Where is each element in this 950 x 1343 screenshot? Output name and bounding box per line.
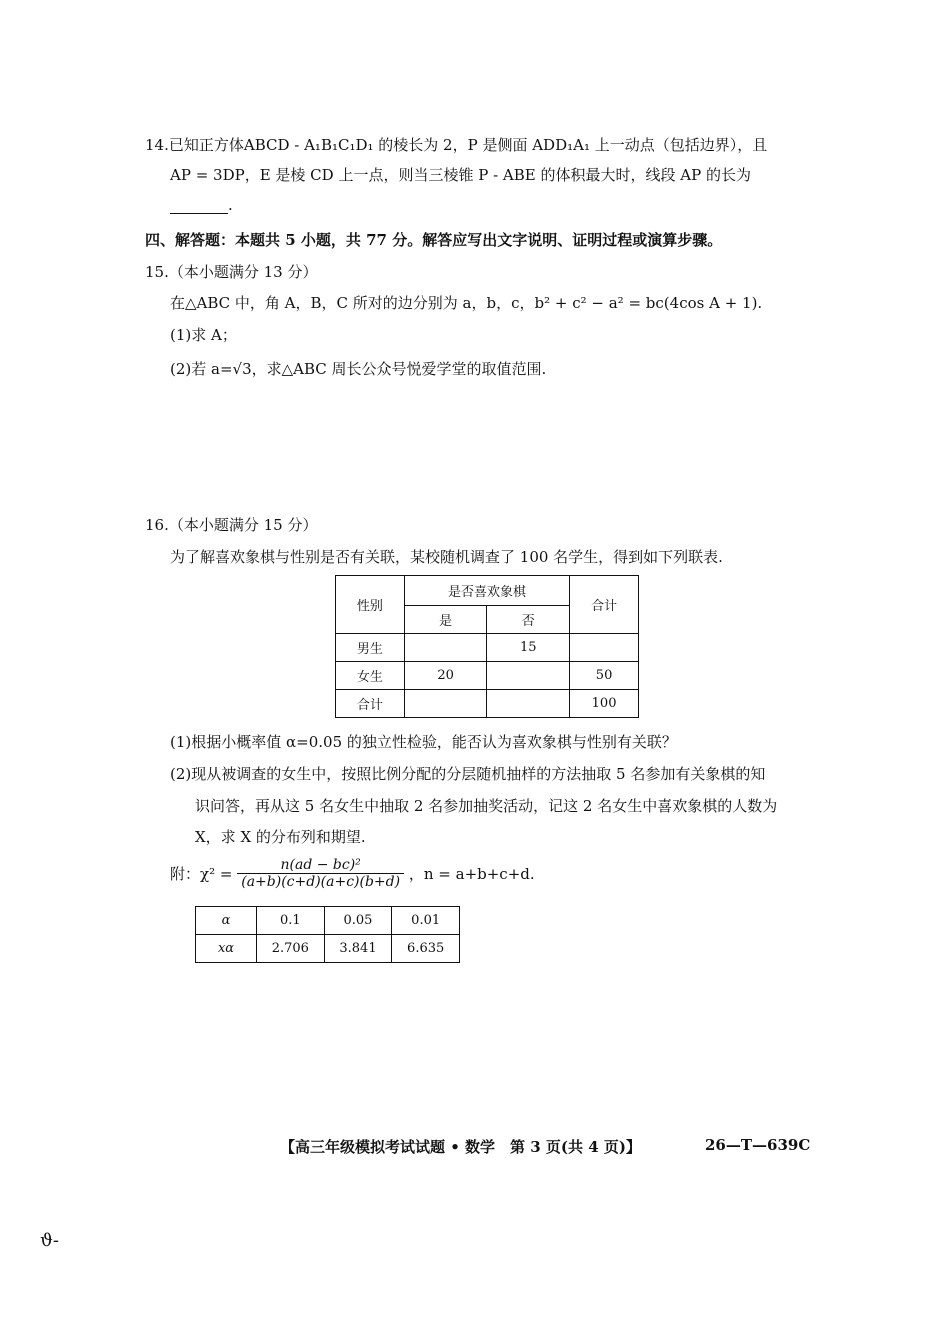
footer-title: 【高三年级模拟考试试题 • 数学 第 3 页(共 4 页)】 [280,1138,641,1156]
cell-alpha-value: 0.01 [392,907,460,935]
q14-line2: AP = 3DP，E 是棱 CD 上一点，则当三棱锥 P - ABE 的体积最大时，线段 AP 的长为 [170,166,751,184]
footer-code: 26—T—639C [705,1136,811,1154]
cell-x-value: 2.706 [257,935,325,963]
header-no: 否 [487,606,570,634]
cell-x-value: 6.635 [392,935,460,963]
cell-total: 100 [570,690,639,718]
table-row [336,662,639,690]
q14-answer-line [170,196,233,214]
row-label: 合计 [336,690,405,718]
q14-line1: 14.已知正方体ABCD - A₁B₁C₁D₁ 的棱长为 2，P 是侧面 ADD₁A₁ 上一动点（包括边界），且 [145,136,768,154]
q16-part2-line3: X，求 X 的分布列和期望. [195,828,366,846]
cell-total [570,634,639,662]
q16-part1: (1)根据小概率值 α=0.05 的独立性检验，能否认为喜欢象棋与性别有关联？ [170,733,677,751]
row-label: 男生 [336,634,405,662]
cell-x-label: xα [196,935,257,963]
table-row [336,634,639,662]
header-likes-chess: 是否喜欢象棋 [404,576,569,606]
cell-alpha-value: 0.05 [324,907,392,935]
header-total: 合计 [570,576,639,634]
cell-no: 15 [487,634,570,662]
q16-part2-line2: 识问答，再从这 5 名女生中抽取 2 名参加抽奖活动，记这 2 名女生中喜欢象棋的人数为 [195,797,778,815]
table-row [336,690,639,718]
cell-total: 50 [570,662,639,690]
cell-alpha-label: α [196,907,257,935]
chi-square-formula [170,857,535,890]
cell-no [487,690,570,718]
q15-stem: 在△ABC 中，角 A，B，C 所对的边分别为 a，b，c，b² + c² − a² = bc(4cos A + 1). [170,294,763,312]
answer-blank [170,199,228,214]
formula-tail: ，n = a+b+c+d. [408,865,535,883]
header-gender: 性别 [336,576,405,634]
formula-fraction [237,857,404,890]
q15-part1: (1)求 A； [170,326,237,344]
cell-yes: 20 [404,662,487,690]
cell-x-value: 3.841 [324,935,392,963]
q15-part2: (2)若 a=√3，求△ABC 周长公众号悦爱学堂的取值范围. [170,360,547,378]
cell-no [487,662,570,690]
cell-yes [404,690,487,718]
contingency-table [335,575,639,718]
header-yes: 是 [404,606,487,634]
q16-part2-line1: (2)现从被调查的女生中，按照比例分配的分层随机抽样的方法抽取 5 名参加有关象棋的知 [170,765,766,783]
q16-stem: 为了解喜欢象棋与性别是否有关联，某校随机调查了 100 名学生，得到如下列联表. [170,548,723,566]
q14-line3-end: . [228,196,233,214]
appendix-prefix: 附：χ² = [170,865,233,883]
formula-denominator: (a+b)(c+d)(a+c)(b+d) [241,874,401,890]
row-label: 女生 [336,662,405,690]
q15-header: 15.（本小题满分 13 分） [145,263,318,281]
critical-value-table [195,906,460,963]
formula-numerator: n(ad − bc)² [237,857,404,874]
corner-mark: ϑ- [40,1230,59,1251]
section-title: 四、解答题：本题共 5 小题，共 77 分。解答应写出文字说明、证明过程或演算步骤。 [145,231,723,249]
q16-header: 16.（本小题满分 15 分） [145,516,318,534]
cell-alpha-value: 0.1 [257,907,325,935]
cell-yes [404,634,487,662]
